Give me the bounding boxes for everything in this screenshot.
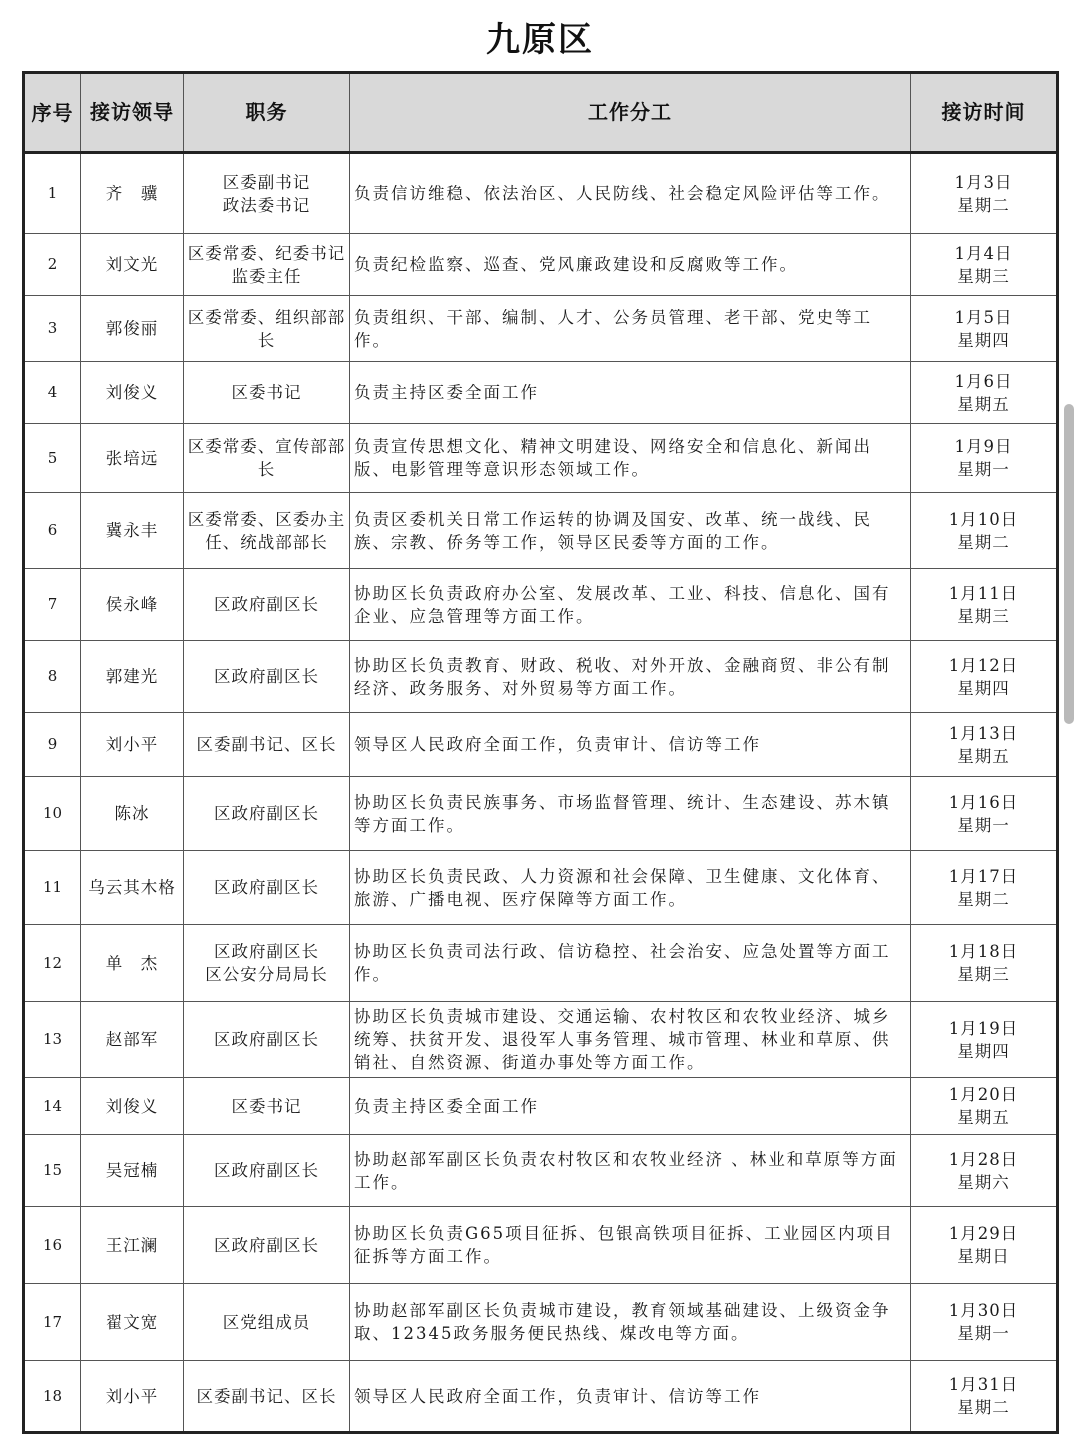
leader-name: 王江澜: [81, 1207, 184, 1284]
leader-position: [184, 777, 350, 851]
row-number: 10: [24, 777, 81, 851]
table-row: [24, 1078, 1058, 1135]
position-line: 区政府副区长: [214, 667, 319, 686]
leader-name: 齐 骥: [81, 153, 184, 234]
reception-time: [911, 1284, 1058, 1361]
duty-description: 协助区长负责政府办公室、发展改革、工业、科技、信息化、国有企业、应急管理等方面工作。: [350, 569, 911, 641]
reception-date: 1月17日: [948, 866, 1019, 886]
reception-date: 1月12日: [948, 655, 1019, 675]
leader-position: [184, 1135, 350, 1207]
reception-date: 1月16日: [948, 792, 1019, 812]
reception-weekday: 星期三: [957, 606, 1010, 626]
leader-position: [184, 851, 350, 925]
reception-weekday: 星期一: [957, 1324, 1010, 1343]
reception-time: [911, 777, 1058, 851]
position-line: 区政府副区长: [214, 804, 319, 823]
header-duty: 工作分工: [350, 73, 911, 153]
table-row: [24, 296, 1058, 362]
leader-name: 冀永丰: [81, 493, 184, 569]
table-row: [24, 1284, 1058, 1361]
reception-time: [911, 362, 1058, 424]
leader-position: [184, 925, 350, 1002]
reception-time: [911, 569, 1058, 641]
table-row: [24, 424, 1058, 493]
table-row: [24, 641, 1058, 713]
leader-name: 翟文宽: [81, 1284, 184, 1361]
duty-description: 负责信访维稳、依法治区、人民防线、社会稳定风险评估等工作。: [350, 153, 911, 234]
duty-description: 协助区长负责G65项目征拆、包银高铁项目征拆、工业园区内项目征拆等方面工作。: [350, 1207, 911, 1284]
table-row: [24, 777, 1058, 851]
leader-name: 刘小平: [81, 1361, 184, 1433]
row-number: 14: [24, 1078, 81, 1135]
row-number: 7: [24, 569, 81, 641]
duty-description: 负责区委机关日常工作运转的协调及国安、改革、统一战线、民族、宗教、侨务等工作，领导区民委等方面的工作。: [350, 493, 911, 569]
leader-position: [184, 641, 350, 713]
reception-weekday: 星期日: [957, 1247, 1010, 1266]
duty-description: 协助赵部军副区长负责农村牧区和农牧业经济 、林业和草原等方面工作。: [350, 1135, 911, 1207]
reception-date: 1月3日: [954, 172, 1013, 192]
reception-weekday: 星期四: [957, 678, 1010, 698]
table-row: [24, 234, 1058, 296]
position-line: 区委副书记: [222, 172, 311, 192]
leader-position: [184, 1207, 350, 1284]
row-number: 12: [24, 925, 81, 1002]
table-header-row: [24, 73, 1058, 153]
table-row: [24, 851, 1058, 925]
position-line: 区委书记: [231, 1096, 302, 1116]
row-number: 9: [24, 713, 81, 777]
reception-date: 1月13日: [948, 723, 1019, 743]
row-number: 2: [24, 234, 81, 296]
leader-position: [184, 713, 350, 777]
leader-position: [184, 424, 350, 493]
scrollbar-thumb[interactable]: [1064, 404, 1074, 724]
reception-weekday: 星期二: [957, 1398, 1010, 1417]
table-row: [24, 153, 1058, 234]
leader-position: [184, 234, 350, 296]
reception-weekday: 星期六: [957, 1172, 1010, 1192]
position-line: 区委常委、组织部部长: [187, 307, 346, 350]
duty-description: 协助区长负责司法行政、信访稳控、社会治安、应急处置等方面工作。: [350, 925, 911, 1002]
duty-description: 领导区人民政府全面工作，负责审计、信访等工作: [350, 713, 911, 777]
leader-name: 吴冠楠: [81, 1135, 184, 1207]
reception-time: [911, 1002, 1058, 1078]
leader-position: [184, 296, 350, 362]
leader-position: [184, 569, 350, 641]
reception-date: 1月18日: [948, 942, 1019, 961]
duty-description: 协助区长负责城市建设、交通运输、农村牧区和农牧业经济、城乡统筹、扶贫开发、退役军人事务管理、城市管理、林业和草原、供销社、自然资源、街道办事处等方面工作。: [350, 1002, 911, 1078]
header-leader: 接访领导: [81, 73, 184, 153]
table-row: [24, 1002, 1058, 1078]
position-line: 区委副书记、区长: [196, 735, 337, 754]
leader-name: 刘文光: [81, 234, 184, 296]
reception-weekday: 星期五: [957, 1108, 1010, 1127]
reception-weekday: 星期二: [957, 195, 1010, 215]
reception-date: 1月11日: [948, 583, 1019, 603]
position-line: 区政府副区长: [214, 878, 319, 897]
page-title: 九原区: [486, 20, 594, 60]
row-number: 16: [24, 1207, 81, 1284]
reception-date: 1月28日: [948, 1149, 1019, 1169]
leader-position: [184, 1284, 350, 1361]
leader-name: 刘小平: [81, 713, 184, 777]
reception-weekday: 星期一: [957, 815, 1010, 835]
reception-time: [911, 424, 1058, 493]
row-number: 18: [24, 1361, 81, 1433]
reception-time: [911, 493, 1058, 569]
position-line: 区委常委、宣传部部长: [187, 437, 346, 479]
reception-date: 1月10日: [948, 509, 1019, 529]
row-number: 13: [24, 1002, 81, 1078]
reception-weekday: 星期二: [957, 532, 1010, 552]
reception-time: [911, 851, 1058, 925]
reception-weekday: 星期五: [957, 394, 1010, 414]
position-line: 区政府副区长: [214, 1235, 319, 1255]
reception-time: [911, 153, 1058, 234]
table-row: [24, 713, 1058, 777]
leader-position: [184, 1078, 350, 1135]
duty-description: 协助赵部军副区长负责城市建设，教育领域基础建设、上级资金争取、12345政务服务便民热线、煤改电等方面。: [350, 1284, 911, 1361]
leader-position: [184, 153, 350, 234]
row-number: 11: [24, 851, 81, 925]
table-row: [24, 569, 1058, 641]
reception-time: [911, 1135, 1058, 1207]
reception-weekday: 星期三: [957, 266, 1010, 286]
header-position: 职务: [184, 73, 350, 153]
duty-description: 协助区长负责教育、财政、税收、对外开放、金融商贸、非公有制经济、政务服务、对外贸易等方面工作。: [350, 641, 911, 713]
reception-time: [911, 234, 1058, 296]
duty-description: 负责主持区委全面工作: [350, 1078, 911, 1135]
reception-date: 1月31日: [948, 1375, 1019, 1394]
position-line: 区委常委、区委办主任、统战部部长: [187, 509, 346, 552]
header-seq: 序号: [24, 73, 81, 153]
leader-name: 侯永峰: [81, 569, 184, 641]
row-number: 5: [24, 424, 81, 493]
leader-name: 郭建光: [81, 641, 184, 713]
reception-date: 1月19日: [948, 1018, 1019, 1038]
reception-weekday: 星期五: [957, 746, 1010, 766]
row-number: 6: [24, 493, 81, 569]
reception-weekday: 星期二: [957, 889, 1010, 909]
leader-name: 赵部军: [81, 1002, 184, 1078]
leader-name: 刘俊义: [81, 1078, 184, 1135]
table-row: [24, 1135, 1058, 1207]
position-line: 区政府副区长: [214, 1161, 319, 1180]
position-line: 区党组成员: [222, 1312, 311, 1332]
position-line: 区委常委、纪委书记: [187, 243, 346, 263]
duty-description: 负责纪检监察、巡查、党风廉政建设和反腐败等工作。: [350, 234, 911, 296]
leader-name: 乌云其木格: [81, 851, 184, 925]
leader-position: [184, 1361, 350, 1433]
position-line: 区委副书记、区长: [196, 1386, 337, 1406]
reception-date: 1月5日: [954, 307, 1013, 327]
leader-position: [184, 1002, 350, 1078]
reception-date: 1月6日: [954, 371, 1013, 391]
leader-name: 陈冰: [81, 777, 184, 851]
table-row: [24, 493, 1058, 569]
header-time: 接访时间: [911, 73, 1058, 153]
row-number: 17: [24, 1284, 81, 1361]
row-number: 8: [24, 641, 81, 713]
table-row: [24, 925, 1058, 1002]
reception-time: [911, 713, 1058, 777]
reception-weekday: 星期一: [957, 460, 1010, 479]
reception-weekday: 星期四: [957, 1041, 1010, 1061]
reception-date: 1月9日: [954, 437, 1013, 456]
position-line: 区政府副区长: [214, 1030, 319, 1049]
position-line: 区公安分局局长: [205, 965, 328, 984]
reception-time: [911, 1361, 1058, 1433]
duty-description: 负责宣传思想文化、精神文明建设、网络安全和信息化、新闻出版、电影管理等意识形态领域工作。: [350, 424, 911, 493]
leader-name: 郭俊丽: [81, 296, 184, 362]
position-line: 政法委书记: [222, 195, 311, 215]
position-line: 监委主任: [231, 266, 302, 286]
leader-position: [184, 493, 350, 569]
row-number: 15: [24, 1135, 81, 1207]
reception-weekday: 星期四: [957, 330, 1010, 350]
reception-date: 1月30日: [948, 1301, 1019, 1320]
reception-time: [911, 925, 1058, 1002]
row-number: 3: [24, 296, 81, 362]
leader-name: 刘俊义: [81, 362, 184, 424]
reception-date: 1月29日: [948, 1224, 1019, 1243]
leader-name: 单 杰: [81, 925, 184, 1002]
reception-time: [911, 1207, 1058, 1284]
reception-time: [911, 641, 1058, 713]
reception-date: 1月20日: [948, 1085, 1019, 1104]
reception-date: 1月4日: [954, 243, 1013, 263]
table-row: [24, 1207, 1058, 1284]
position-line: 区委书记: [231, 383, 302, 402]
table-row: [24, 1361, 1058, 1433]
reception-weekday: 星期三: [957, 965, 1010, 984]
duty-description: 协助区长负责民政、人力资源和社会保障、卫生健康、文化体育、旅游、广播电视、医疗保障等方面工作。: [350, 851, 911, 925]
row-number: 1: [24, 153, 81, 234]
duty-description: 领导区人民政府全面工作，负责审计、信访等工作: [350, 1361, 911, 1433]
reception-time: [911, 296, 1058, 362]
leader-position: [184, 362, 350, 424]
duty-description: 负责组织、干部、编制、人才、公务员管理、老干部、党史等工作。: [350, 296, 911, 362]
position-line: 区政府副区长: [214, 942, 319, 961]
leader-name: 张培远: [81, 424, 184, 493]
table-row: [24, 362, 1058, 424]
duty-description: 协助区长负责民族事务、市场监督管理、统计、生态建设、苏木镇等方面工作。: [350, 777, 911, 851]
row-number: 4: [24, 362, 81, 424]
position-line: 区政府副区长: [214, 595, 319, 614]
duty-description: 负责主持区委全面工作: [350, 362, 911, 424]
reception-time: [911, 1078, 1058, 1135]
reception-schedule-table: [22, 71, 1059, 1434]
